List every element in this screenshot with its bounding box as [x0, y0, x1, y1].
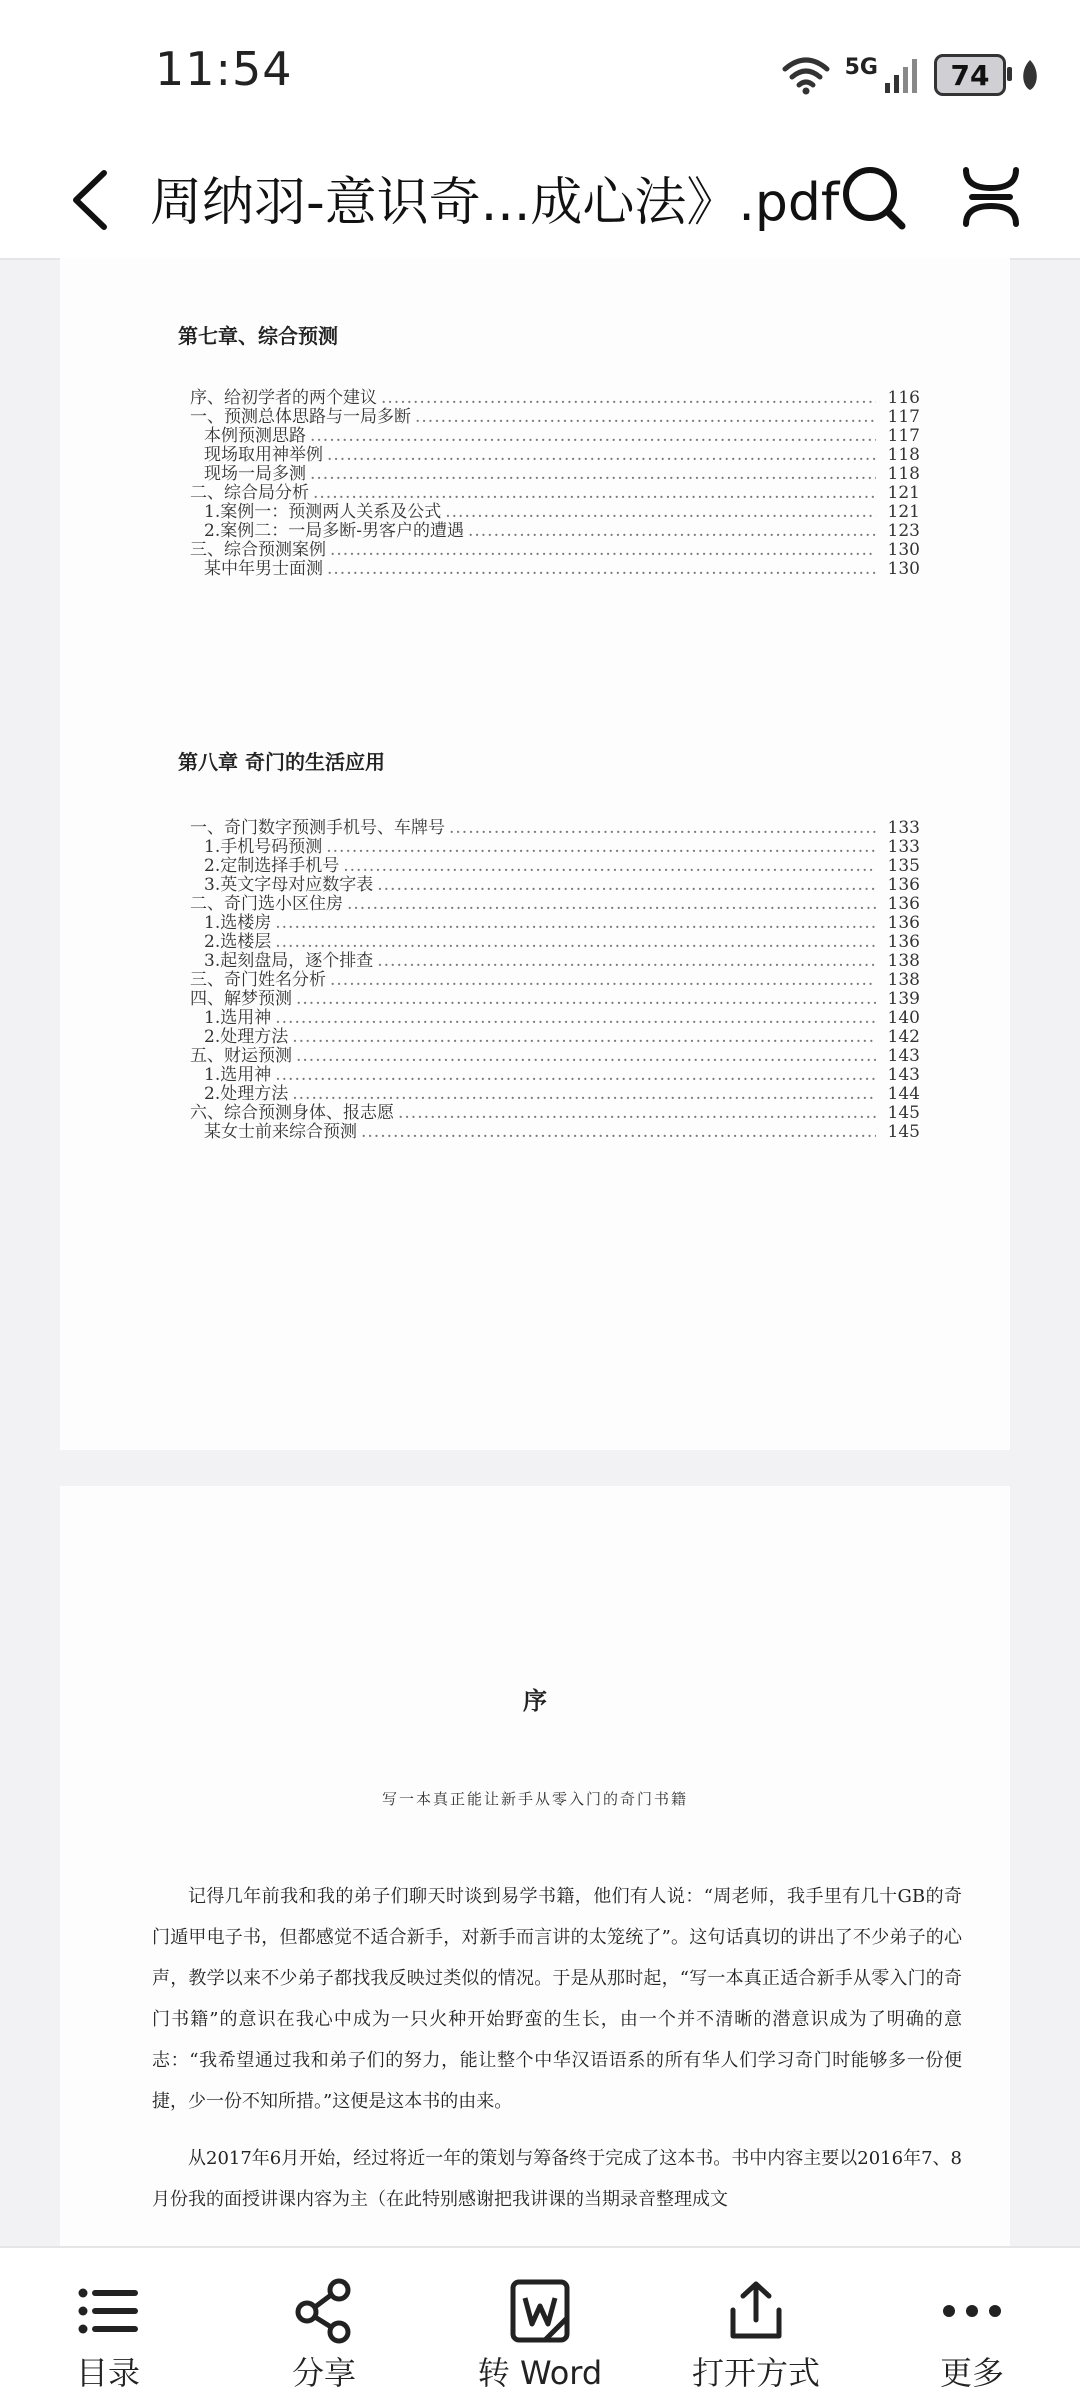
leaf-icon [1020, 58, 1040, 92]
toc-entry[interactable]: 五、财运预测 ..... 143 [190, 1041, 920, 1065]
toc-entry[interactable]: 一、预测总体思路与一局多断 ..... 117 [190, 402, 920, 426]
toc-entry[interactable]: 1.案例一：预测两人关系及公式 ..... 121 [204, 497, 920, 521]
back-icon[interactable] [62, 165, 122, 235]
toc-entry[interactable]: 本例预测思路 ..... 117 [204, 421, 920, 445]
toc-entry[interactable]: 三、奇门姓名分析 ..... 138 [190, 965, 920, 989]
toc-entry[interactable]: 3.英文字母对应数字表 ..... 136 [204, 870, 920, 894]
toc-entry[interactable]: 1.选用神 ..... 140 [204, 1003, 920, 1027]
preface-title: 序 [523, 1686, 547, 1715]
toc-entry[interactable]: 二、奇门选小区住房 ..... 136 [190, 889, 920, 913]
document-header [0, 140, 1080, 260]
convert-word-label: 转 Word [477, 2354, 603, 2392]
toc-entry[interactable]: 现场取用神举例 ..... 118 [204, 440, 920, 464]
chapter-heading: 第八章 奇门的生活应用 [178, 750, 385, 774]
toc-entry[interactable]: 1.选楼房 ..... 136 [204, 908, 920, 932]
signal-icon [884, 55, 920, 95]
open-with-label: 打开方式 [691, 2354, 820, 2392]
open-with-icon [721, 2276, 791, 2346]
word-convert-icon [505, 2276, 575, 2346]
chapter-heading: 第七章、综合预测 [178, 324, 338, 348]
toc-entry[interactable]: 某女士前来综合预测 ..... 145 [204, 1117, 920, 1141]
share-label: 分享 [291, 2354, 356, 2392]
preface-subtitle: 写一本真正能让新手从零入门的奇门书籍 [381, 1790, 688, 1808]
toc-button[interactable] [18, 2248, 198, 2402]
pdf-page[interactable] [60, 258, 1010, 1450]
pdf-page[interactable] [60, 1486, 1010, 2246]
toc-entry[interactable]: 2.处理方法 ..... 144 [204, 1079, 920, 1103]
status-icons [781, 50, 1040, 100]
status-bar [0, 0, 1080, 140]
toc-entry[interactable]: 1.手机号码预测 ..... 133 [204, 832, 920, 856]
toc-entry[interactable]: 2.定制选择手机号 ..... 135 [204, 851, 920, 875]
toc-entry[interactable]: 某中年男士面测 ..... 130 [204, 554, 920, 578]
document-title: 周纳羽-意识奇...成心法》.pdf [150, 173, 840, 233]
bottom-toolbar [0, 2246, 1080, 2402]
convert-word-button[interactable] [450, 2248, 630, 2402]
toc-label: 目录 [75, 2354, 140, 2392]
network-type: 5G [844, 54, 878, 80]
toc-entry[interactable]: 2.选楼层 ..... 136 [204, 927, 920, 951]
toc-entry[interactable]: 三、综合预测案例 ..... 130 [190, 535, 920, 559]
toc-entry[interactable]: 3.起刻盘局，逐个排查 ..... 138 [204, 946, 920, 970]
share-button[interactable] [234, 2248, 414, 2402]
battery-indicator [934, 54, 1006, 96]
toc-entry[interactable]: 序、给初学者的两个建议 ..... 116 [190, 383, 920, 407]
exit-reader-icon[interactable] [958, 164, 1024, 230]
toc-entry[interactable]: 四、解梦预测 ..... 139 [190, 984, 920, 1008]
list-icon [73, 2276, 143, 2346]
toc-entry[interactable]: 1.选用神 ..... 143 [204, 1060, 920, 1084]
more-label: 更多 [939, 2354, 1004, 2392]
toc-entry[interactable]: 2.案例二：一局多断-男客户的遭遇 ..... 123 [204, 516, 920, 540]
toc-entry[interactable]: 二、综合局分析 ..... 121 [190, 478, 920, 502]
status-time: 11:54 [155, 42, 293, 96]
more-icon [937, 2276, 1007, 2346]
toc-entry[interactable]: 六、综合预测身体、报志愿 ..... 145 [190, 1098, 920, 1122]
more-button[interactable] [882, 2248, 1062, 2402]
preface-paragraph: 记得几年前我和我的弟子们聊天时谈到易学书籍，他们有人说：“周老师，我手里有几十GB的奇门遁甲电子书，但都感觉不适合新手，对新手而言讲的太笼统了”。这句话真切的讲出了不少弟子的心声，教学以来不少弟子都找我反映过类似的情况。于是从那时起，“写一本真正适合新手从零入门的奇门书籍”的意识在我心中成为一只火种开始野蛮的生长，由一个并不清晰的潜意识成为了明确的意志：“我希望通过我和弟子们的努力，能让整个中华汉语语系的所有华人们学习奇门时能够多一份便捷，少一份不知所措。”这便是这本书的由来。 [152, 1886, 962, 2112]
toc-entry[interactable]: 一、奇门数字预测手机号、车牌号 ..... 133 [190, 813, 920, 837]
search-icon[interactable] [838, 162, 910, 234]
share-icon [289, 2276, 359, 2346]
open-with-button[interactable] [666, 2248, 846, 2402]
toc-entry[interactable]: 2.处理方法 ..... 142 [204, 1022, 920, 1046]
preface-paragraph: 从2017年6月开始，经过将近一年的策划与筹备终于完成了这本书。书中内容主要以2016年7、8月份我的面授讲课内容为主（在此特别感谢把我讲课的当期录音整理成文 [152, 2148, 962, 2210]
wifi-icon [781, 55, 831, 95]
toc-entry[interactable]: 现场一局多测 ..... 118 [204, 459, 920, 483]
battery-level: 74 [950, 58, 990, 92]
